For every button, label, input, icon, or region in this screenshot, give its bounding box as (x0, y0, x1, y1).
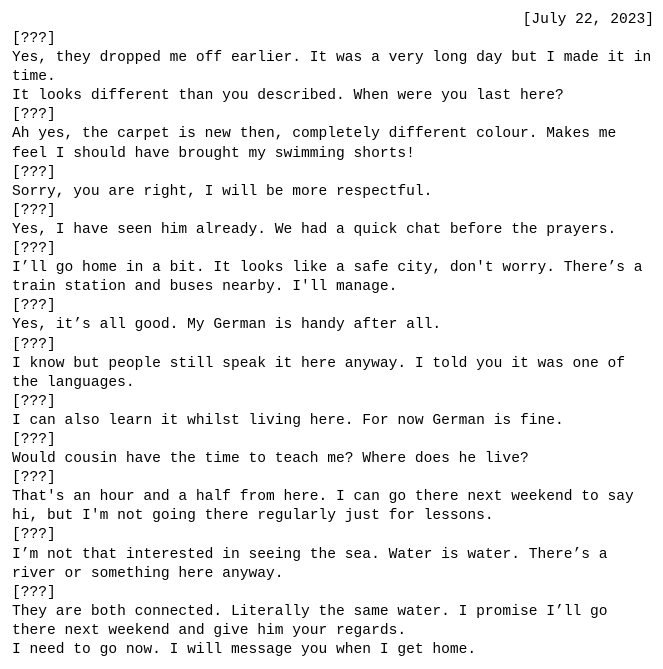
transcript-line: I’ll go home in a bit. It looks like a safe city, don't worry. There’s a train station and buses nearby. I'll manage. (12, 260, 643, 296)
unintelligible-marker: [???] (12, 527, 56, 544)
transcript-line: Yes, they dropped me off earlier. It was a very long day but I made it in time. (12, 50, 652, 86)
unintelligible-marker: [???] (12, 107, 56, 124)
transcript-line: I’m not that interested in seeing the sea. Water is water. There’s a river or something here anyway. (12, 546, 608, 582)
unintelligible-marker: [???] (12, 393, 56, 410)
transcript-line: They are both connected. Literally the same water. I promise I’ll go there next weekend and give him your regards. (12, 603, 608, 639)
transcript-line: Yes, it’s all good. My German is handy after all. (12, 317, 442, 334)
unintelligible-marker: [???] (12, 164, 56, 181)
unintelligible-marker: [???] (12, 336, 56, 353)
transcript-line: It looks different than you described. When were you last here? (12, 88, 564, 105)
transcript-line: Yes, I have seen him already. We had a quick chat before the prayers. (12, 221, 617, 238)
unintelligible-marker: [???] (12, 298, 56, 315)
transcript-line: That's an hour and a half from here. I can go there next weekend to say hi, but I'm not going there regularly just for lessons. (12, 489, 634, 525)
transcript-line: Ah yes, the carpet is new then, completely different colour. Makes me feel I should have brought my swimming shorts! (12, 126, 617, 162)
transcript-line: I know but people still speak it here anyway. I told you it was one of the languages. (12, 355, 626, 391)
transcript-line: Sorry, you are right, I will be more respectful. (12, 183, 433, 200)
unintelligible-marker: [???] (12, 431, 56, 448)
unintelligible-marker: [???] (12, 470, 56, 487)
transcript-line: Would cousin have the time to teach me? Where does he live? (12, 451, 529, 468)
transcript (12, 30, 660, 660)
transcript-line: I can also learn it whilst living here. For now German is fine. (12, 412, 564, 429)
unintelligible-marker: [???] (12, 584, 56, 601)
transcript-line: I need to go now. I will message you when I get home. (12, 642, 477, 658)
document-date: [July 22, 2023] (522, 12, 654, 28)
unintelligible-marker: [???] (12, 202, 56, 219)
unintelligible-marker: [???] (12, 31, 56, 47)
unintelligible-marker: [???] (12, 241, 56, 258)
